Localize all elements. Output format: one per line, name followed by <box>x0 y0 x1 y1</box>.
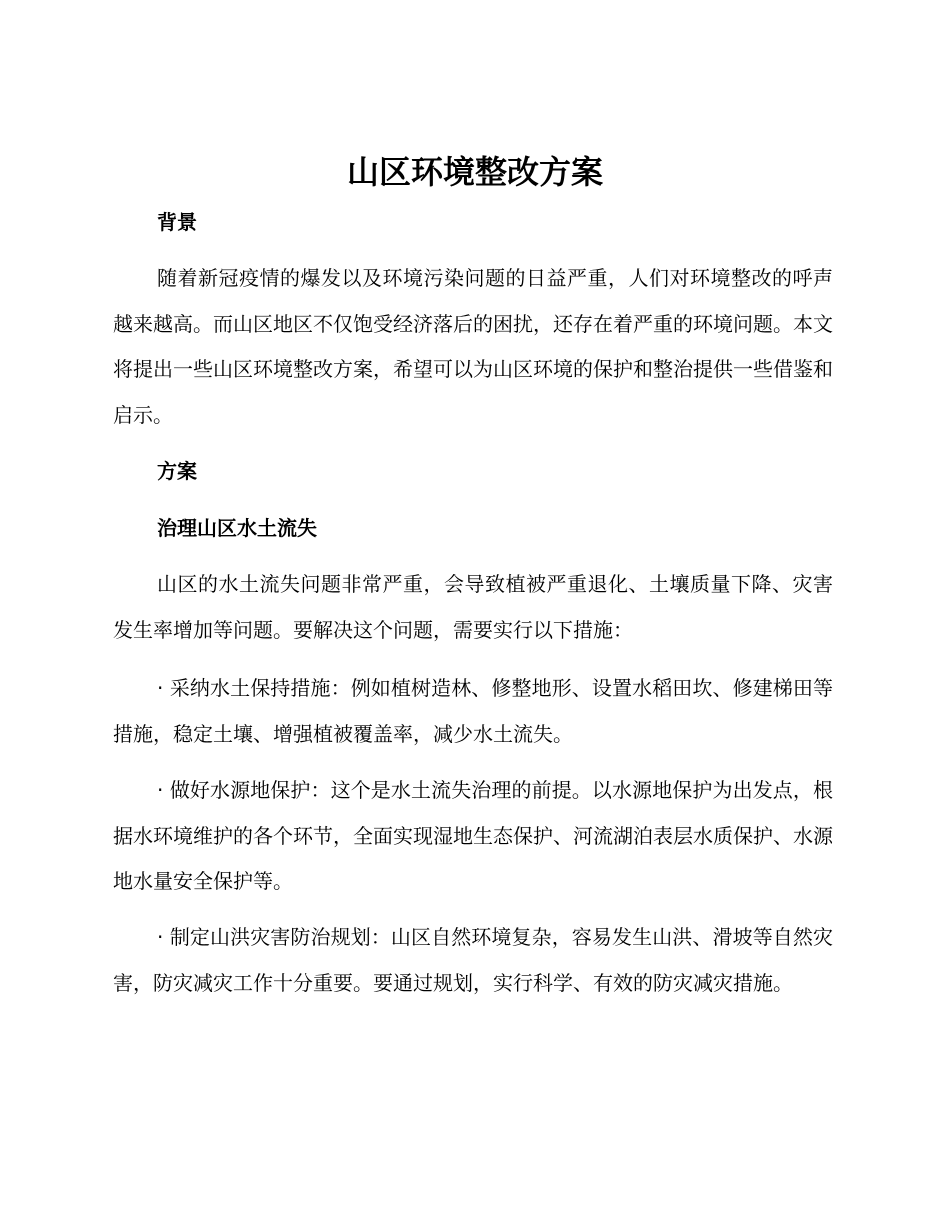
list-item-measure-2: · 做好水源地保护：这个是水土流失治理的前提。以水源地保护为出发点，根据水环境维护的各个环节，全面实现湿地生态保护、河流湖泊表层水质保护、水源地水量安全保护等。 <box>113 778 833 893</box>
list-item-measure-3: · 制定山洪灾害防治规划：山区自然环境复杂，容易发生山洪、滑坡等自然灾害，防灾减灾工作十分重要。要通过规划，实行科学、有效的防灾减灾措施。 <box>113 925 833 995</box>
subsection-heading-soil-erosion: 治理山区水土流失 <box>157 516 317 540</box>
paragraph-soil-intro: 山区的水土流失问题非常严重，会导致植被严重退化、土壤质量下降、灾害发生率增加等问题。要解决这个问题，需要实行以下措施： <box>113 572 833 642</box>
list-item-measure-1: · 采纳水土保持措施：例如植树造林、修整地形、设置水稻田坎、修建梯田等措施，稳定土壤、增强植被覆盖率，减少水土流失。 <box>113 676 833 746</box>
section-heading-background: 背景 <box>157 210 197 234</box>
paragraph-background: 随着新冠疫情的爆发以及环境污染问题的日益严重，人们对环境整改的呼声越来越高。而山区地区不仅饱受经济落后的困扰，还存在着严重的环境问题。本文将提出一些山区环境整改方案，希望可以为山区环境的保护和整治提供一些借鉴和启示。 <box>113 266 833 427</box>
document-title: 山区环境整改方案 <box>346 153 603 191</box>
section-heading-plan: 方案 <box>157 459 197 483</box>
